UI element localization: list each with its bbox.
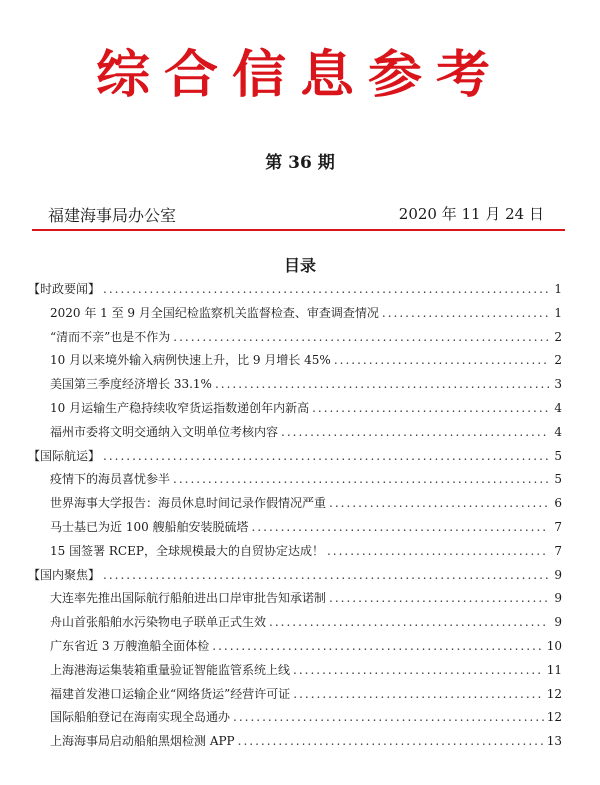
toc-entry-label: 上海海事局启动船舶黑烟检测 APP [50,734,235,749]
toc-entry-row[interactable] [28,423,562,447]
toc-entry-label: 【国内聚焦】 [28,567,101,582]
dot-leader [252,520,549,534]
dot-leader [334,353,549,367]
toc-page-number: 4 [554,400,562,415]
dot-leader [293,663,544,677]
toc-page-number: 6 [554,496,562,511]
toc-entry-label: 大连率先推出国际航行船舶进出口岸审批告知承诺制 [50,591,327,606]
dot-leader [329,591,549,605]
toc-entry-row[interactable] [28,351,562,375]
toc-entry-label: 福建首发港口运输企业“网络货运”经营许可证 [50,686,291,701]
dot-leader [269,615,549,629]
toc-entry-row[interactable] [28,304,562,328]
toc-entry-row[interactable] [28,613,562,637]
dot-leader [103,449,549,463]
toc-section-row[interactable] [28,566,562,590]
toc-page-number: 2 [554,353,562,368]
toc-page-number: 3 [554,377,562,392]
toc-page-number: 9 [554,567,562,582]
toc-entry-label: 【时政要闻】 [28,282,101,296]
toc-page-number: 1 [554,305,562,320]
toc-page-number: 12 [546,686,562,701]
toc-page-number: 9 [554,591,562,606]
toc-entry-label: “清而不亲”也是不作为 [50,329,171,344]
toc-entry-label: 广东省近 3 万艘渔船全面体检 [50,638,210,653]
toc-entry-label: 15 国签署 RCEP，全球规模最大的自贸协定达成！ [50,543,324,558]
toc-entry-row[interactable] [28,470,562,494]
dot-leader [238,734,544,748]
toc-entry-row[interactable] [28,661,562,685]
toc-entry-row[interactable] [28,518,562,542]
dot-leader [329,496,549,510]
dot-leader [215,377,549,391]
toc-entry-label: 2020 年 1 至 9 月全国纪检监察机关监督检查、审查调查情况 [50,305,379,320]
toc-page-number: 5 [554,472,562,487]
dot-leader [312,401,549,415]
toc-section-row[interactable] [28,280,562,304]
dot-leader [212,639,543,653]
toc-entry-label: 国际船舶登记在海南实现全岛通办 [50,710,231,725]
toc-entry-label: 上海港海运集装箱重量验证智能监管系统上线 [50,662,291,677]
dot-leader [173,330,549,344]
toc-entry-label: 世界海事大学报告：海员休息时间记录作假情况严重 [50,496,327,511]
masthead-title: 综合信息参考 [96,43,504,105]
dot-leader [293,687,543,701]
toc-page-number: 1 [554,282,562,296]
toc-entry-row[interactable] [28,708,562,732]
toc-entry-row[interactable] [28,328,562,352]
dot-leader [327,544,549,558]
toc-entry-label: 【国际航运】 [28,448,101,463]
red-divider [32,229,565,231]
dot-leader [103,568,549,582]
table-of-contents [28,280,562,756]
dot-leader [103,282,549,296]
toc-page-number: 5 [554,448,562,463]
dot-leader [382,306,549,320]
toc-entry-label: 舟山首张船舶水污染物电子联单正式生效 [50,615,267,630]
dot-leader [233,710,544,724]
issue-number: 第 36 期 [265,153,335,173]
toc-entry-row[interactable] [28,589,562,613]
toc-page-number: 2 [554,329,562,344]
toc-page-number: 10 [546,638,562,653]
toc-entry-row[interactable] [28,542,562,566]
toc-entry-row[interactable] [28,494,562,518]
dot-leader [281,425,549,439]
toc-entry-row[interactable] [28,637,562,661]
issue-date: 2020 年 11 月 24 日 [398,205,544,223]
toc-page-number: 9 [554,615,562,630]
toc-page-number: 7 [554,519,562,534]
toc-title: 目录 [283,256,316,275]
toc-page-number: 11 [546,662,562,677]
toc-page-number: 13 [546,734,562,749]
toc-section-row[interactable] [28,447,562,471]
toc-entry-label: 马士基已为近 100 艘船舶安装脱硫塔 [50,519,249,534]
toc-page-number: 7 [554,543,562,558]
organization-name: 福建海事局办公室 [48,206,177,225]
toc-entry-label: 福州市委将文明交通纳入文明单位考核内容 [50,424,279,439]
dot-leader [173,472,549,486]
toc-entry-row[interactable] [28,399,562,423]
toc-entry-row[interactable] [28,375,562,399]
toc-entry-label: 10 月以来境外输入病例快速上升，比 9 月增长 45% [50,353,331,368]
toc-entry-label: 10 月运输生产稳持续收窄货运指数递创年内新高 [50,400,310,415]
toc-entry-label: 疫情下的海员喜忧参半 [50,472,171,487]
toc-page-number: 4 [554,424,562,439]
toc-page-number: 12 [546,710,562,725]
toc-entry-row[interactable] [28,732,562,756]
toc-entry-row[interactable] [28,685,562,709]
toc-entry-label: 美国第三季度经济增长 33.1% [50,377,212,392]
